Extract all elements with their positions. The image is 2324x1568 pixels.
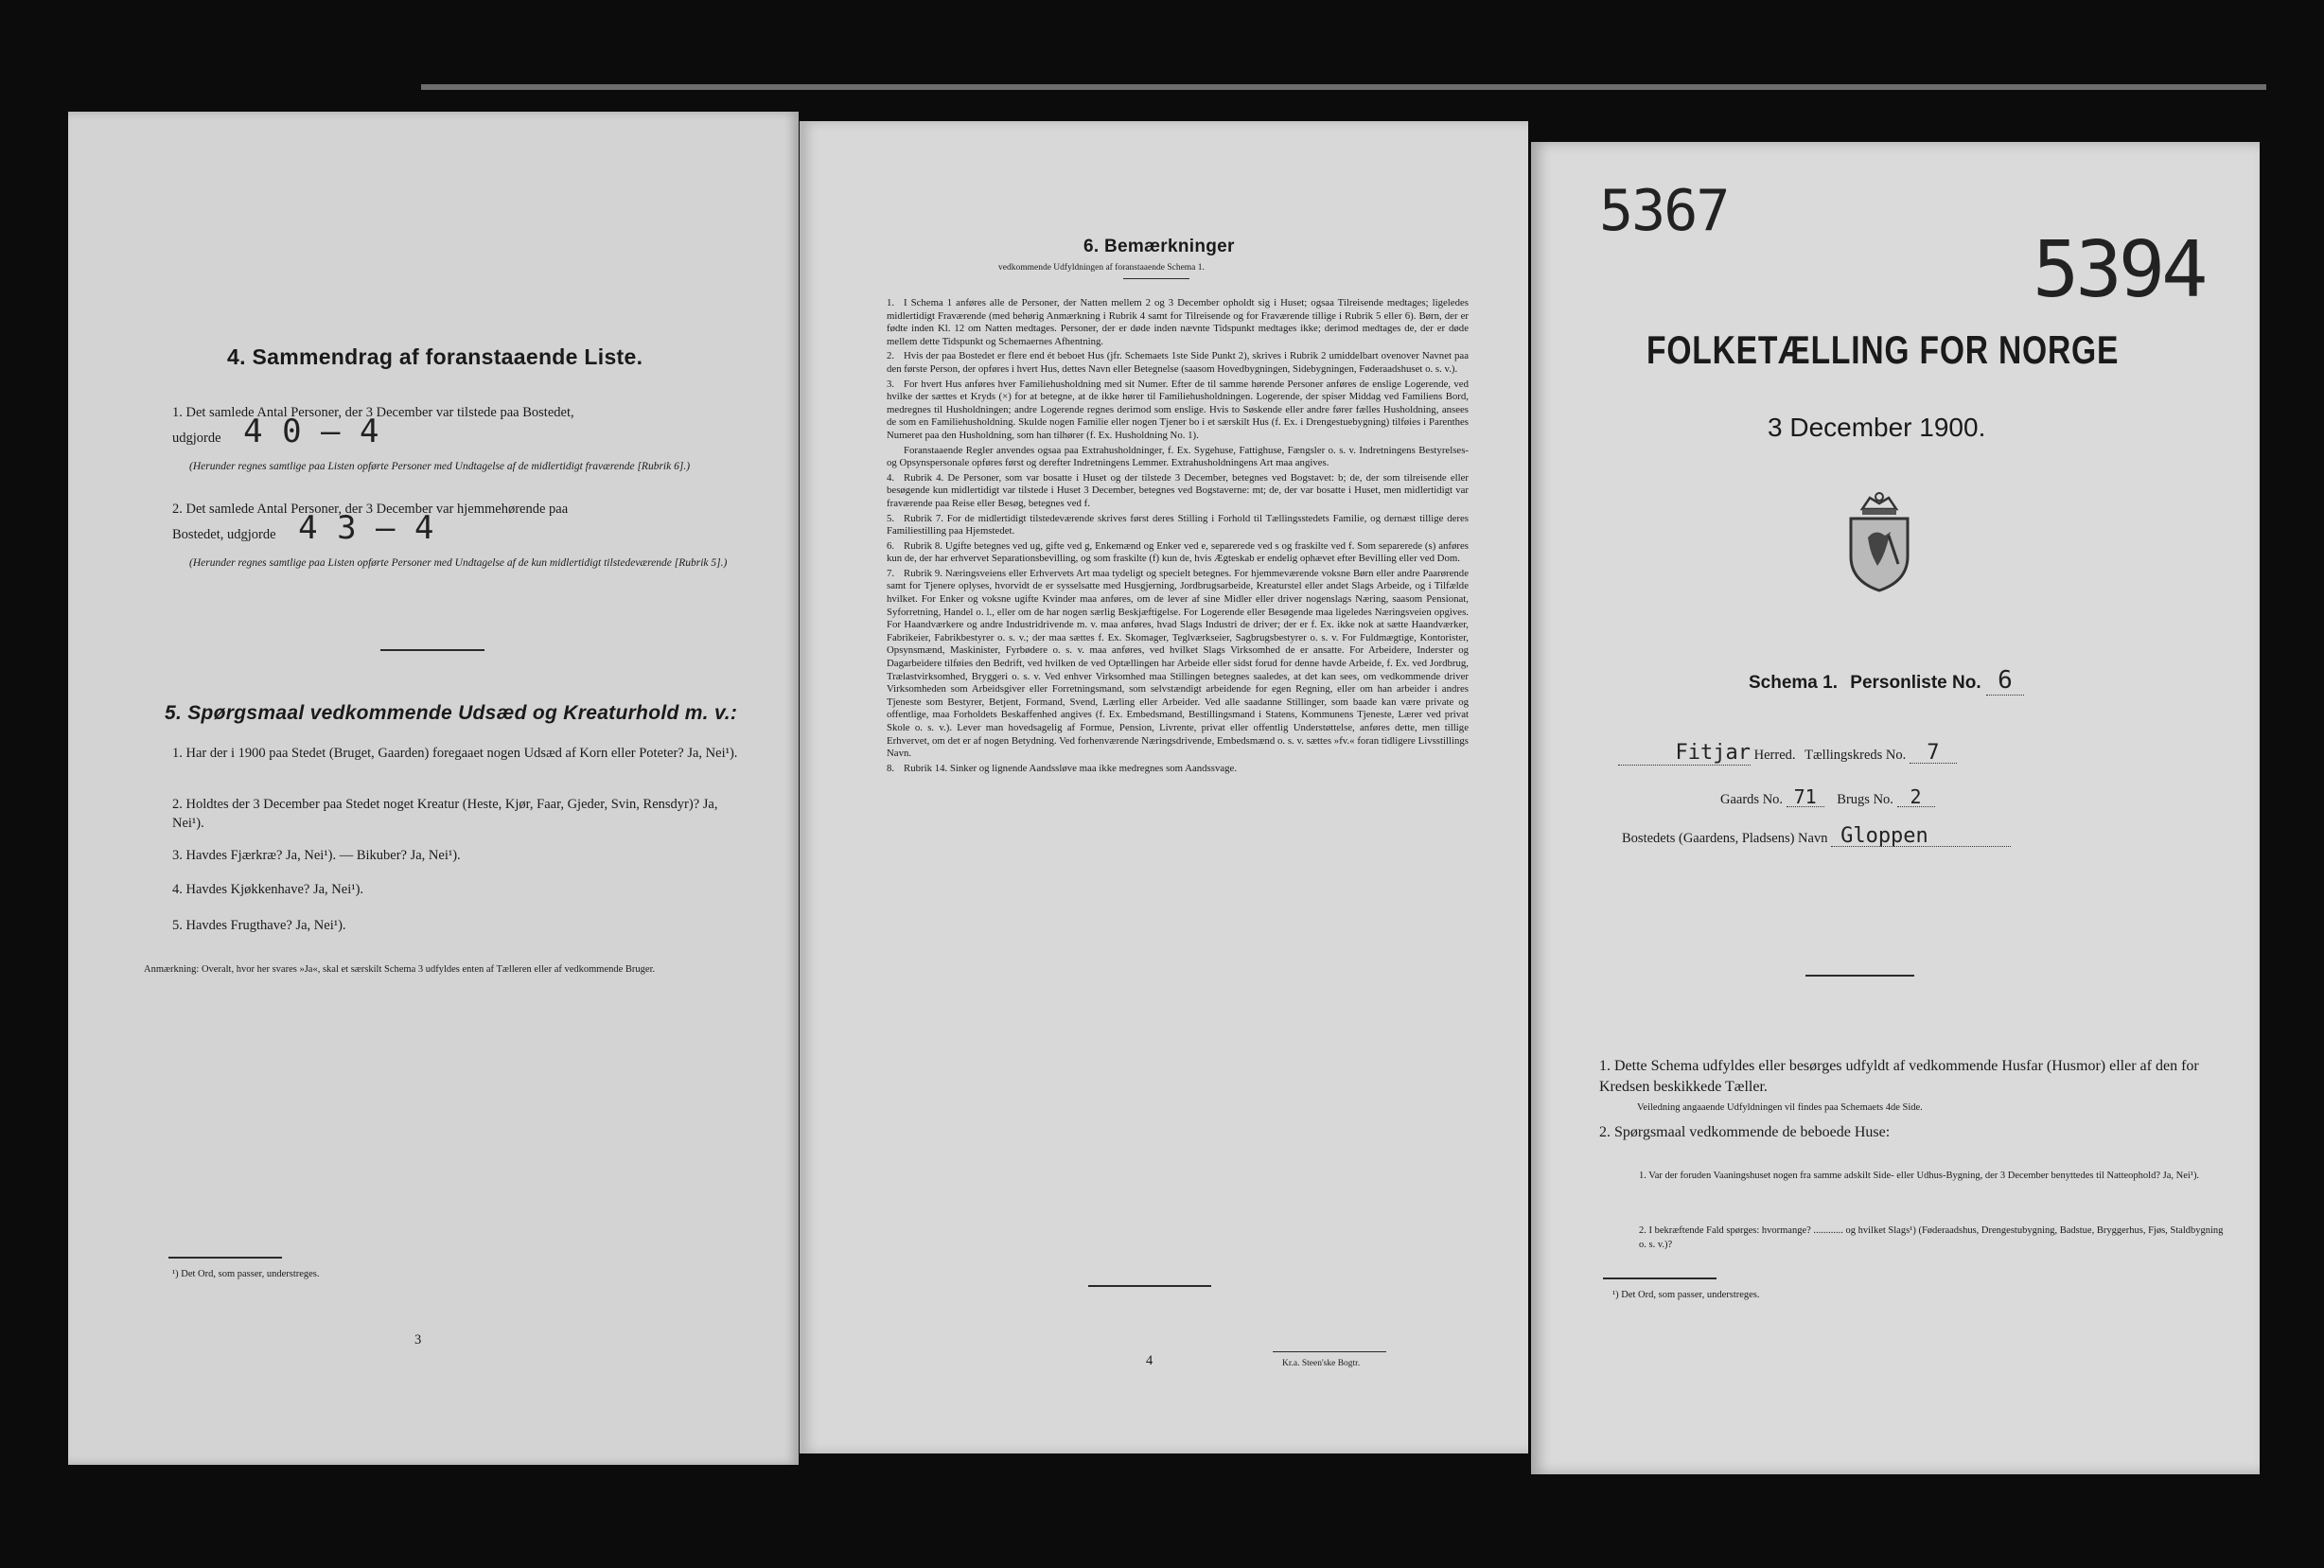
section5-q2: 2. Holdtes der 3 December paa Stedet noget Kreatur (Heste, Kjør, Faar, Gjeder, Svin, Rensdyr)? Ja, Nei¹). [172, 797, 718, 831]
end-rule [1088, 1285, 1211, 1287]
summary-q1-prefix: udgjorde [172, 431, 221, 446]
schema-label: Schema 1. [1749, 673, 1838, 693]
norway-coat-of-arms-icon [1841, 490, 1917, 594]
remarks-subtitle: vedkommende Udfyldningen af foranstaaende Schema 1. [998, 263, 1205, 273]
remarks-list [887, 297, 1469, 777]
remark-item: Foranstaaende Regler anvendes ogsaa paa Extrahusholdninger, f. Ex. Sygehuse, Fattighuse, Fængsler o. s. v. Indretningens Bestyrelses- og Opsynspersonale opføres først og derefter Indretningens Lemmer. Extrahusholdningens Art maa angives. [887, 444, 1469, 469]
section5-q1: 1. Har der i 1900 paa Stedet (Bruget, Gaarden) foregaaet nogen Udsæd af Korn eller Poteter? Ja, Nei¹). [172, 746, 738, 761]
schema-line [1749, 666, 2024, 696]
page-number: 4 [1146, 1353, 1153, 1368]
remark-item: 1. I Schema 1 anføres alle de Personer, der Natten mellem 2 og 3 December opholdt sig i Huset; ogsaa Tilreisende medtages; ligeledes midlertidigt Fraværende (med behørig Anmærkning i Rubrik 4 samt for Tilreisende og for Fraværende tillige i Rubrik 5 eller 6). Børn, der er fødte inden Kl. 12 om Natten medtages. Personer, der er døde inden nævnte Tidspunkt medtages ikke; derimod medtages de, der er døde mellem dette Tidspunkt og Schemaernes Afhentning. [887, 297, 1469, 347]
footnote-rule [1603, 1277, 1717, 1279]
instruction-1-note: Veiledning angaaende Udfyldningen vil findes paa Schemaets 4de Side. [1637, 1102, 1923, 1113]
herred-value: Fitjar [1675, 741, 1751, 765]
kreds-label: Tællingskreds No. [1805, 748, 1907, 763]
summary-q1-note: (Herunder regnes samtlige paa Listen opførte Personer med Undtagelse af de midlertidigt fraværende [Rubrik 6].) [189, 461, 691, 472]
summary-q2 [172, 500, 749, 547]
footnote-rule [168, 1257, 282, 1259]
archive-number-2: 5394 [2033, 225, 2205, 315]
summary-q1-text: 1. Det samlede Antal Personer, der 3 December var tilstede paa Bostedet, [172, 405, 574, 420]
form-title: FOLKETÆLLING FOR NORGE [1646, 327, 2120, 372]
summary-q2-text: 2. Det samlede Antal Personer, der 3 December var hjemmehørende paa [172, 502, 569, 517]
remarks-title: 6. Bemærkninger [1083, 237, 1235, 256]
remark-item: 2. Hvis der paa Bostedet er flere end ét beboet Hus (jfr. Schemaets 1ste Side Punkt 2), skrives i Rubrik 2 umiddelbart ovenover Navnet paa den første Person, der opføres i hvert Hus, dettes Navn eller Betegnelse (saasom Hovedbygningen, Sidebygningen, Føderaadshuset o. s. v.). [887, 350, 1469, 375]
summary-q2-note: (Herunder regnes samtlige paa Listen opførte Personer med Undtagelse af de kun midlertidigt tilstedeværende [Rubrik 5].) [189, 557, 728, 569]
summary-q2-value: 4 3 – 4 [298, 509, 434, 547]
divider [380, 649, 484, 651]
section5-q5: 5. Havdes Frugthave? Ja, Nei¹). [172, 918, 346, 933]
personliste-value: 6 [1986, 666, 2024, 696]
instruction-1: 1. Dette Schema udfyldes eller besørges udfyldt af vedkommende Husfar (Husmor) eller af den for Kredsen beskikkede Tæller. [1599, 1058, 2199, 1095]
form-date: 3 December 1900. [1768, 413, 1986, 442]
gaards-line [1720, 787, 1935, 809]
printer-rule [1273, 1351, 1386, 1352]
personliste-label: Personliste No. [1850, 673, 1981, 693]
instruction-2: 2. Spørgsmaal vedkommende de beboede Huse: [1599, 1124, 1891, 1140]
summary-q2-prefix: Bostedet, udgjorde [172, 527, 276, 542]
herred-line [1618, 741, 2205, 766]
remark-item: 3. For hvert Hus anføres hver Familiehusholdning med sit Numer. Efter de til samme hørende Personer anføres de enslige Logerende, ved hvilke der sættes et Kryds (×) for at betegne, at de ikke hører til Familiehusholdningen. Logerende, der spiser Middag ved Familiens Bord, medregnes til Husholdningen; andre Logerende regnes derimod som enslige. Hvis to Søskende eller andre fører fælles Husholdning, ansees de som en Familiehusholdning. Skulde nogen Familie eller nogen Tjener bo i et særskilt Hus (f. Ex. i Drengestuebygning) tilføies i Parenthes Numeret paa den Husholdning, som han tilhører (f. Ex. Husholdning No. 1). [887, 378, 1469, 441]
divider [1805, 975, 1914, 977]
gaards-label: Gaards No. [1720, 792, 1784, 807]
remark-item: 6. Rubrik 8. Ugifte betegnes ved ug, gifte ved g, Enkemænd og Enker ved e, separerede ved s og fraskilte ved f. Som separerede (s) anføres kun de, der har erhvervet Separationsbevilling, og som fraskilte (f) kun de, hvis Ægteskab er endelig ophævet efter Bevilling eller ved Dom. [887, 539, 1469, 565]
brugs-value: 2 [1897, 787, 1935, 807]
top-edge-line [421, 84, 2266, 90]
summary-q1-value: 4 0 – 4 [243, 413, 379, 450]
remark-item: 7. Rubrik 9. Næringsveiens eller Erhvervets Art maa tydeligt og specielt betegnes. For hjemmeværende voksne Børn eller andre Paarørende samt for Tjenere oplyses, hvorvidt de er sysselsatte med Husgjerning, Jordbrugsarbeide, Kreaturstel eller andet Slags Arbeide, og i Tilfælde hvilket. For Enker og voksne ugifte Kvinder maa anføres, om de lever af sine Midler eller driver nogenslags Næring, saasom Pensionat, Syforretning, Handel o. l., eller om de har nogen særlig Beskjæftigelse. For Logerende eller Besøgende maa ligeledes Næringsveien opgives. For Haandværkere og andre Industridrivende m. v. maa anføres, hvad Slags Industri de driver; der er f. Ex. ikke nok at sætte Haandværker, Fabrikeier, Fabrikbestyrer o. s. v.; der maa sættes f. Ex. Skomager, Teglværkseier, Sagbrugsbestyrer o. s. v. For Fuldmægtige, Kontorister, Opsynsmænd, Maskinister, Fyrbødere o. s. v. maa anføres, ved hvilket Slags Virksomhed de er ansatte. For Arbeidere, Inderster og Dagarbeidere tilføies den Bedrift, ved hvilken de ved Optællingen har Arbeide eller sidst forud for denne havde Arbeide, f. Ex. ved Jordbrug, Trælastvirksomhed, Bryggeri o. s. v. Ved enhver Virksomhed maa Stillingen betegnes saaledes, at det kan sees, om vedkommende driver Virksomheden som Arbeidsgiver eller Forretningsmand, som selvstændigt arbeidende for egen Regning, eller om han arbeider i andres Tjeneste som Bestyrer, Betjent, Formand, Svend, Lærling eller Arbeider. Ved alle saadanne Stillinger, som baade kan være private og offentlige, maa Forholdets Beskaffenhed angives (f. Ex. Embedsmand, Bestillingsmand i Statens, Kommunens Tjeneste, Lærer ved privat Skole o. s. v.). Lever man hovedsagelig af Formue, Pension, Livrente, privat eller offentlig Understøttelse, anføres dette, men tillige Erhvervet, om det er af nogen Betydning. Ved forhenværende Næringsdrivende, Embedsmænd o. s. v. sættes »fv.« foran tidligere Livsstillings Navn. [887, 567, 1469, 760]
bosted-value: Gloppen [1831, 827, 2011, 847]
printer-mark: Kr.a. Steen'ske Bogtr. [1282, 1359, 1361, 1368]
right-page [1531, 142, 2260, 1474]
page-number: 3 [414, 1332, 422, 1348]
archive-number-1: 5367 [1599, 178, 1729, 244]
section5-q3: 3. Havdes Fjærkræ? Ja, Nei¹). — Bikuber? Ja, Nei¹). [172, 848, 461, 863]
footnote: ¹) Det Ord, som passer, understreges. [172, 1269, 320, 1279]
section4-title: 4. Sammendrag af foranstaaende Liste. [227, 344, 643, 369]
bosted-label: Bostedets (Gaardens, Pladsens) Navn [1622, 831, 1828, 846]
herred-label: Herred. [1753, 748, 1796, 763]
section5-title: 5. Spørgsmaal vedkommende Udsæd og Kreaturhold m. v.: [165, 702, 738, 724]
remark-item: 5. Rubrik 7. For de midlertidigt tilstedeværende skrives først deres Stilling i Forhold til Tællingsstedets Familie, og dernæst tillige deres Familiestilling paa Hjemstedet. [887, 512, 1469, 537]
instruction-2-q1: 1. Var der foruden Vaaningshuset nogen fra samme adskilt Side- eller Udhus-Bygning, der 3 December benyttedes til Natteophold? Ja, Nei¹). [1639, 1171, 2200, 1181]
gaards-value: 71 [1787, 787, 1824, 807]
brugs-label: Brugs No. [1837, 792, 1893, 807]
section5-q4: 4. Havdes Kjøkkenhave? Ja, Nei¹). [172, 882, 364, 897]
middle-page [800, 121, 1528, 1453]
kreds-value: 7 [1910, 744, 1957, 764]
title-rule [1123, 278, 1189, 279]
remark: Anmærkning: Overalt, hvor her svares »Ja«, skal et særskilt Schema 3 udfyldes enten af Tælleren eller af vedkommende Bruger. [144, 964, 656, 975]
remark-item: 4. Rubrik 4. De Personer, som var bosatte i Huset og der tilstede 3 December, betegnes ved Bogstavet: b; de, der som tilreisende eller besøgende kun midlertidigt var tilstede i Huset 3 December, betegnes ved Bogstaverne: mt; de, der var bosatte i Huset, men midlertidigt var fraværende paa Reise eller Besøg, betegnes ved f. [887, 471, 1469, 509]
summary-q1 [172, 403, 749, 448]
remark-item: 8. Rubrik 14. Sinker og lignende Aandssløve maa ikke medregnes som Aandssvage. [887, 762, 1238, 774]
instruction-2-q2: 2. I bekræftende Fald spørges: hvormange? ............ og hvilket Slags¹) (Føderaadshus, Drengestubygning, Badstue, Bryggerhus, Fjøs, Staldbygning o. s. v.)? [1639, 1225, 2224, 1250]
left-page [68, 112, 799, 1465]
footnote: ¹) Det Ord, som passer, understreges. [1612, 1290, 1760, 1300]
bosted-line [1622, 824, 2011, 848]
